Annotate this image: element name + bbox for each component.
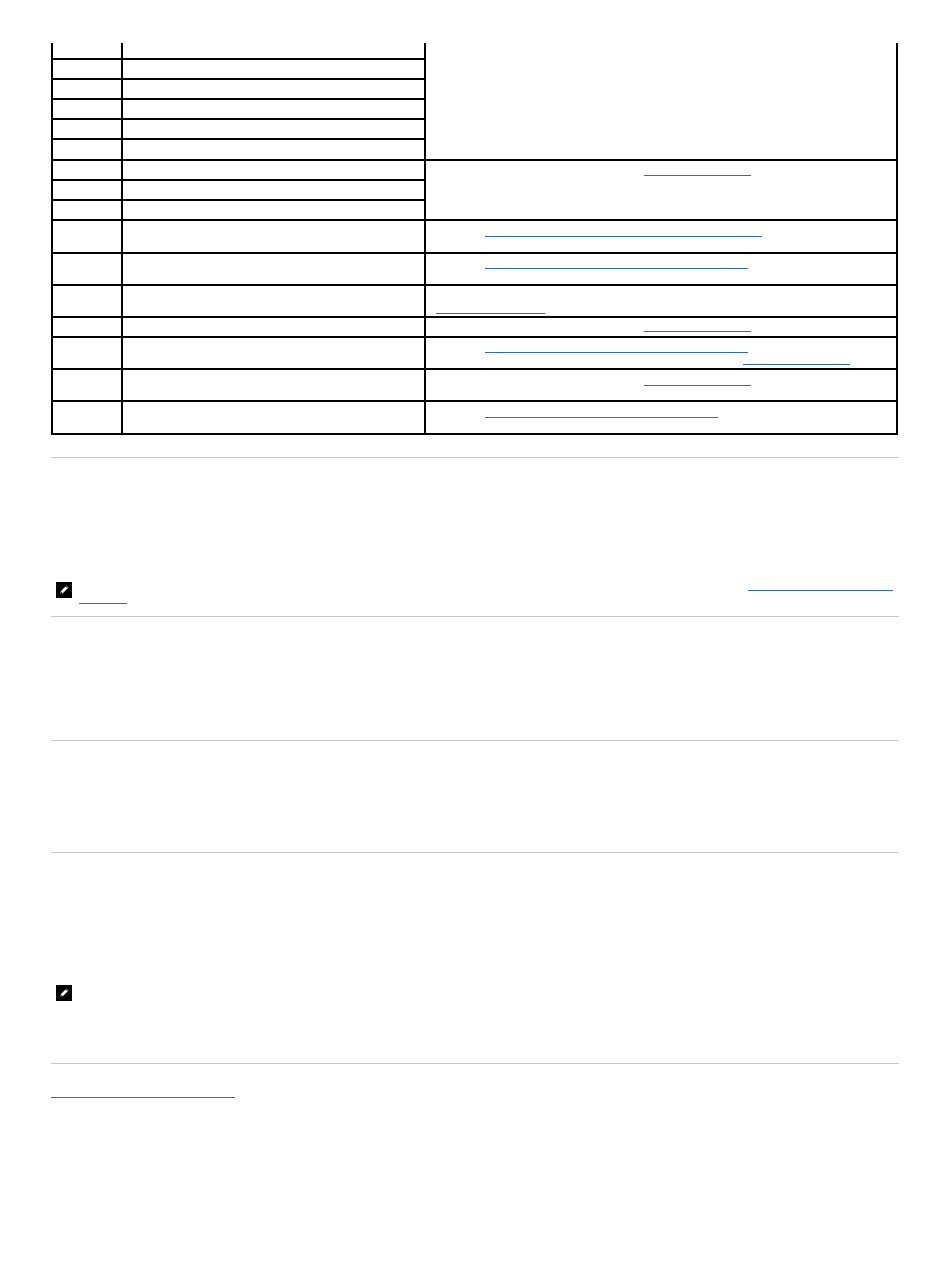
section-separator — [51, 852, 899, 853]
table-row-line — [51, 118, 426, 120]
pencil-note-icon — [56, 985, 72, 1001]
note-link[interactable] — [748, 590, 893, 591]
section-separator — [51, 457, 899, 458]
section-separator — [51, 740, 899, 741]
table-row-line — [51, 159, 898, 161]
table-row-line — [51, 316, 898, 318]
table-link[interactable] — [485, 417, 718, 418]
table-col-divider-1 — [121, 43, 123, 435]
table-link[interactable] — [644, 175, 751, 176]
table-link[interactable] — [485, 352, 748, 353]
note-link[interactable] — [79, 603, 127, 604]
table-row-line — [51, 199, 426, 201]
table-border-bottom — [51, 433, 898, 435]
table-row-line — [51, 368, 898, 370]
table-link[interactable] — [743, 364, 850, 365]
table-row-line — [51, 138, 426, 140]
table-row-line — [51, 179, 426, 181]
table-link[interactable] — [644, 331, 751, 332]
table-row-line — [51, 58, 426, 60]
table-border-right — [896, 43, 898, 435]
table-row-line — [51, 284, 898, 286]
table-link[interactable] — [644, 385, 751, 386]
table-link[interactable] — [485, 236, 762, 237]
table-col-divider-2 — [424, 43, 426, 435]
table-row-line — [51, 219, 898, 221]
back-to-contents-link[interactable] — [51, 1097, 235, 1098]
table-row-line — [51, 400, 898, 402]
table-link[interactable] — [436, 313, 545, 314]
section-separator — [51, 1063, 899, 1064]
table-row-line — [51, 98, 426, 100]
pencil-note-icon — [56, 582, 72, 598]
section-separator — [51, 616, 899, 617]
table-row-line — [51, 336, 898, 338]
table-link[interactable] — [485, 268, 748, 269]
table-row-line — [51, 78, 426, 80]
table-border-left — [51, 43, 53, 435]
table-row-line — [51, 252, 898, 254]
